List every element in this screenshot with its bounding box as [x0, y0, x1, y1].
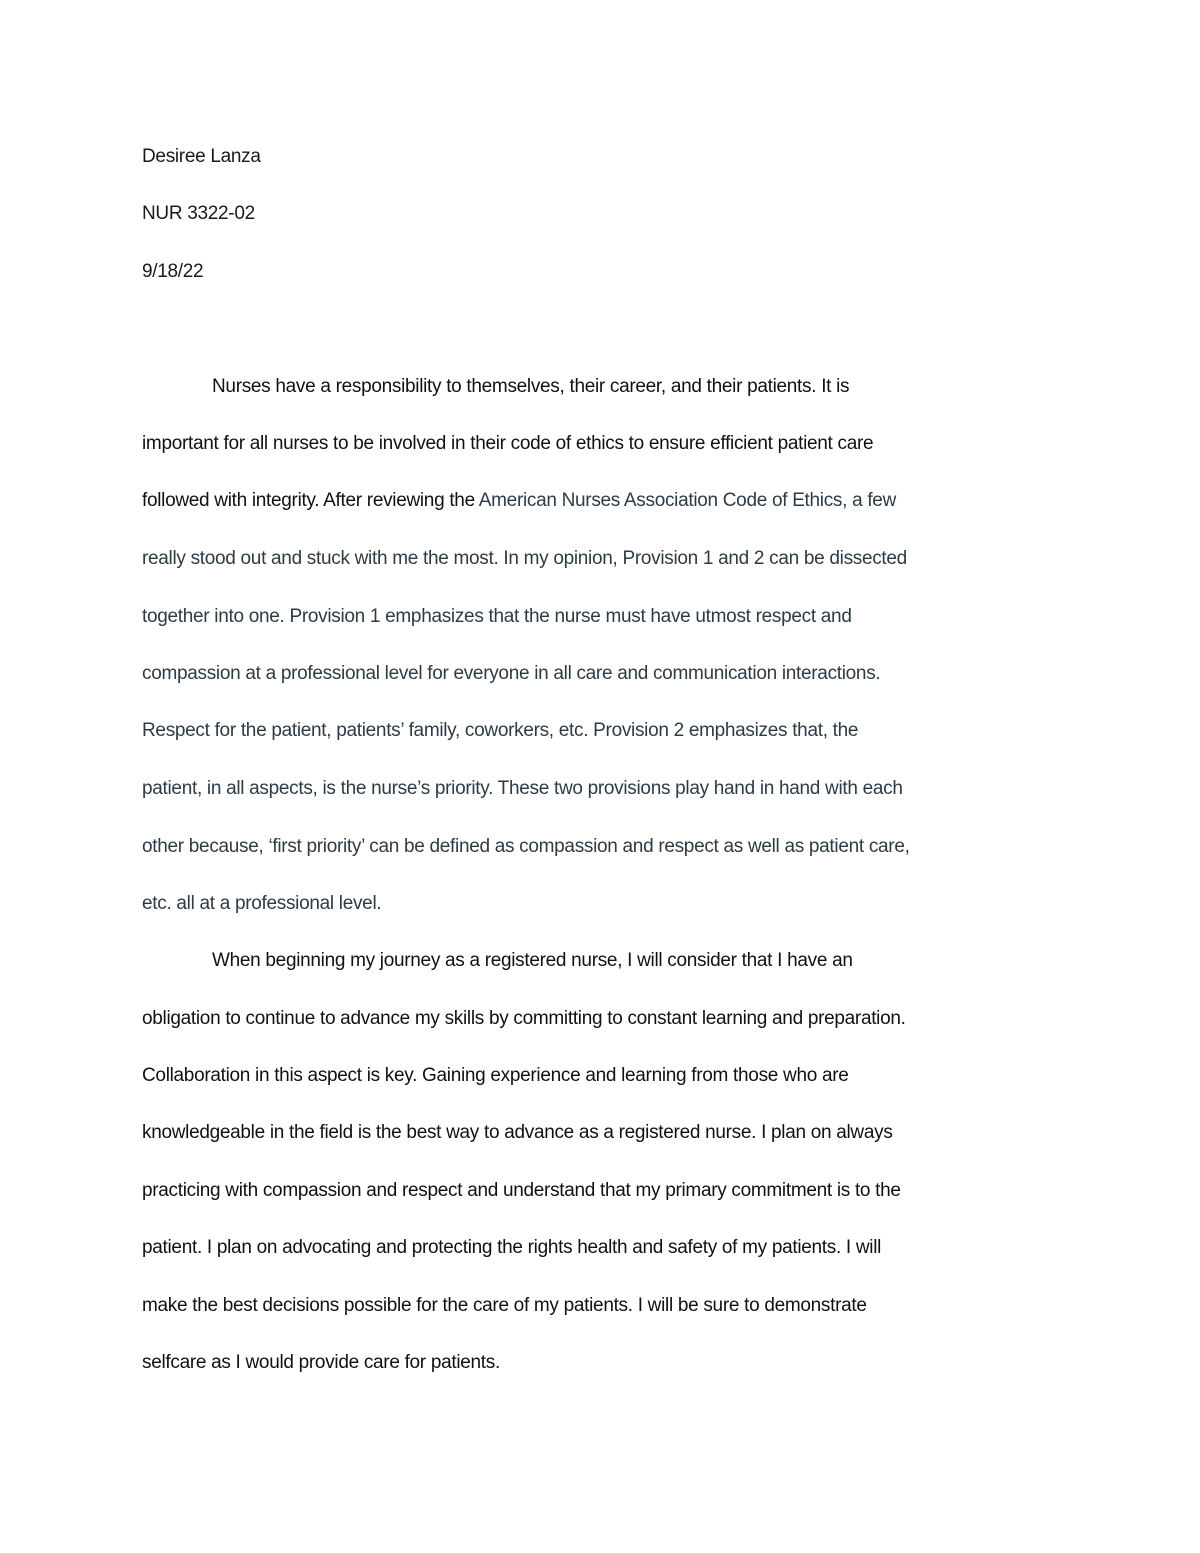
text-line: etc. all at a professional level. [142, 893, 382, 914]
text-line: compassion at a professional level for everyone in all care and communication interactions. [142, 663, 881, 684]
text-line: important for all nurses to be involved in their code of ethics to ensure efficient patient care [142, 433, 874, 454]
text-line: knowledgeable in the field is the best way to advance as a registered nurse. I plan on always [142, 1122, 893, 1143]
text-line: together into one. Provision 1 emphasizes that the nurse must have utmost respect and [142, 606, 852, 627]
text-line: When beginning my journey as a registered nurse, I will consider that I have an [212, 950, 853, 971]
text-line: patient. I plan on advocating and protecting the rights health and safety of my patients. I will [142, 1237, 882, 1258]
text-segment: followed with integrity. After reviewing the [142, 490, 479, 511]
text-line: selfcare as I would provide care for patients. [142, 1352, 500, 1373]
author-name: Desiree Lanza [142, 146, 261, 167]
text-segment-reference: American Nurses Association Code of Ethics, a few [478, 490, 896, 511]
text-line: really stood out and stuck with me the most. In my opinion, Provision 1 and 2 can be dissected [142, 548, 907, 569]
text-line: practicing with compassion and respect and understand that my primary commitment is to the [142, 1180, 901, 1201]
text-line: Nurses have a responsibility to themselves, their career, and their patients. It is [212, 376, 850, 397]
text-line: patient, in all aspects, is the nurse’s priority. These two provisions play hand in hand with each [142, 778, 903, 799]
course-code: NUR 3322-02 [142, 203, 255, 224]
text-line: Collaboration in this aspect is key. Gaining experience and learning from those who are [142, 1065, 849, 1086]
text-line: obligation to continue to advance my skills by committing to constant learning and preparation. [142, 1008, 906, 1029]
text-line: other because, ‘first priority’ can be defined as compassion and respect as well as patient care, [142, 836, 910, 857]
text-line: Respect for the patient, patients’ family, coworkers, etc. Provision 2 emphasizes that, the [142, 720, 859, 741]
date: 9/18/22 [142, 261, 204, 282]
text-line: make the best decisions possible for the care of my patients. I will be sure to demonstrate [142, 1295, 867, 1316]
text-line [142, 489, 896, 513]
